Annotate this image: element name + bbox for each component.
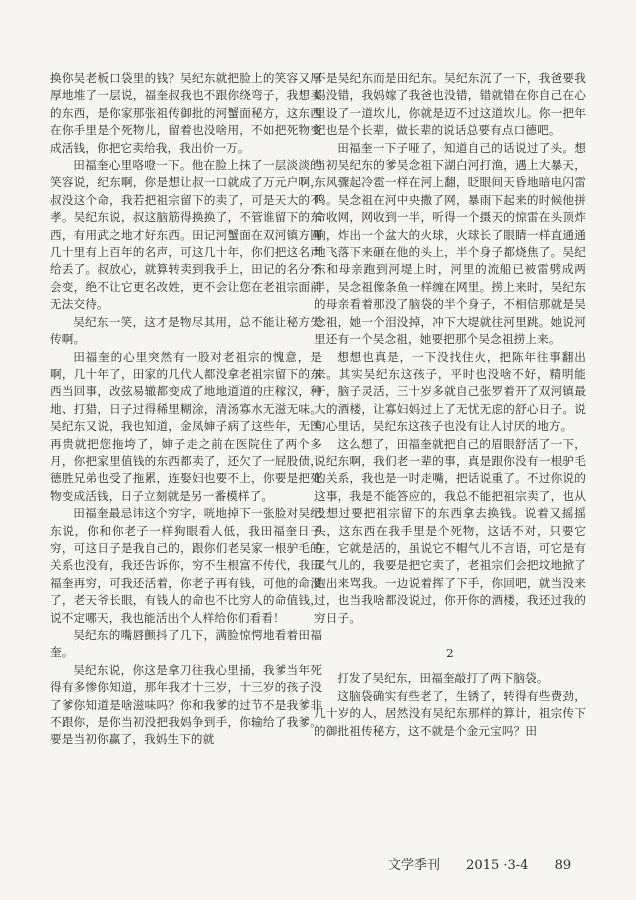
paragraph: 这么想了，田福奎就把自己的眉眼舒活了一下，说纪东啊，我们老一辈的事，真是跟你没有一根驴毛的关系，我也是一时走嘴，把话说重了。不过你说的这事，我是不能答应的，我总不能把祖宗卖了，也从没想过要把祖宗留下的东西拿去换钱。说着又摇摇头，这东西在我手里是个死物，这话不对，只要它在，它就是活的，虽说它不帽气儿不言语，可它是有灵气儿的，我要是把它卖了，老祖宗们会把坟地掀了跑出来骂我。一边说着挥了下手，你回吧，就当没来过，也当我啥都没说过，你开你的酒楼，我还过我的穷日子。 xyxy=(314,436,586,625)
magazine-name: 文学季刊 xyxy=(388,858,441,873)
right-column-part-one xyxy=(314,70,586,627)
paragraph: 吴纪东的嘴唇颤抖了几下，满脸惊愕地看着田福奎。 xyxy=(50,628,322,660)
page-footer xyxy=(388,854,571,873)
section-number: 2 xyxy=(446,646,454,660)
issue-date: 2015 ·3-4 xyxy=(466,858,529,873)
paragraph: 田福奎一下子哑了，知道自己的话说过了头。想当初吴纪东的爹吴念祖下湖白河打渔，遇上大暴天，东风骤起冷雹一样在河上翻，眨眼间天昏地暗电闪雷鸣。吴念祖在河中央撒了网，暴雨下起来的时候他拼命收网，网收到一半，听得一个摄天的惊雷在头顶炸响，炸出一个盆大的火球，火球长了眼睛一样直通通地飞落下来砸在他的头上，半个身子都烧焦了。吴纪东和母亲跑到河堤上时，河里的流船已被雷劈成两半，吴念祖像条鱼一样缠在网里。捞上来时，吴纪东的母亲看着那没了脑袋的半个身子，不相信那就是吴念祖，她一个泪没掉，冲下大堤就往河里跳。她说河里还有一个吴念祖，她要把那个吴念祖捞上来。 xyxy=(314,140,586,347)
paragraph: 打发了吴纪东，田福奎敲打了两下脑袋。 xyxy=(337,671,549,686)
paragraph: 想想也真是，一下没找住火，把陈年往事翻出来。其实吴纪东这孩子，平时也没啥不好，精明能干，脑子灵活，三十岁多就自己张罗着开了双河镇最大的酒楼，让寡妇妈过上了无忧无虑的舒心日子。说句心里话，吴纪东这孩子也没有让人讨厌的地方。 xyxy=(314,349,586,434)
paragraph: 吴纪东说，你这是拿刀往我心里捅，我爹当年死得有多惨你知道，那年我才十三岁，十三岁的孩子没了爹你知道是啥滋味吗？你和我爹的过节不是我爹非不跟你，是你当初没把我妈争到手，你输给了我爹。要是当初你赢了，我妈生下的就 xyxy=(50,662,322,747)
page-number: 89 xyxy=(554,858,572,873)
paragraph: 田福奎的心里突然有一股对老祖宗的愧意，是啊，几十年了，田家的几代人都没拿老祖宗留下的东西当回事，改弦易辙都变成了地地道道的庄稼汉，种地、打猎，日子过得稀里糊涂，清汤寡水无滋无味。吴纪东又说，我也知道，金凤婶子病了这些年，无医再贵就把您拖垮了，婶子走之前在医院住了两个多月，你把家里值钱的东西都卖了，还欠了一屁股债，德胜兄弟也受了拖累，连娶妇也要不上，你要是把死物变成活钱，日子立刻就是另一番模样了。 xyxy=(50,349,322,503)
right-column-part-two xyxy=(314,670,586,740)
paragraph: 不是吴纪东而是田纪东。吴纪东沉了一下，我爸要我妈没错，我妈嫁了我爸也没错，错就错在你自己在心里设了一道坎儿，你就是迈不过这道坎儿。你一把年纪也是个长辈，做长辈的说话总要有点口德吧。 xyxy=(314,71,586,138)
paragraph: 换你吴老板口袋里的钱？吴纪东就把脸上的笑容又厚厚地堆了一层说，福奎叔我也不跟你绕弯子，我想买的东西，是你家那张祖传御批的河蟹面秘方，这东西在你手里是个死物儿，留着也没啥用，不如把死物变成活钱，你把它卖给我，我出价一万。 xyxy=(50,71,322,155)
paragraph: 吴纪东一笑，这才是物尽其用，总不能让秘方失传啊。 xyxy=(50,314,322,347)
paragraph: 这脑袋确实有些老了，生锈了，转得有些费劲，几十岁的人，居然没有吴纪东那样的算计，祖宗传下的御批祖传秘方，这不就是个金元宝吗？田 xyxy=(314,688,586,738)
paragraph: 田福奎心里咯噔一下。他在脸上抹了一层淡淡的笑容说，纪东啊，你是想让叔一口就成了万元户啊，叔没这个命，我若把祖宗留下的卖了，可是天大的不孝。吴纪东说，叔这脑筋得换换了，不管谁留下的东西，有用武之地才好东西。田记河蟹面在双河镇方圆几十里有上百年的名声，可这几十年，你们把这名声给丢了。叔放心，就算转卖到我手上，田记的名分不会变，绝不让它更名改姓，更不会让您在老祖宗面前无法交待。 xyxy=(50,158,322,312)
paragraph: 田福奎最忌讳这个穷字，咣地掉下一张脸对吴纪东说，你和你老子一样狗眼看人低，我田福奎日子穷，可这日子是我自己的，跟你们老吴家一根驴毛的关系也没有，我还告诉你，穷不生根富不传代，我田福奎再穷，可我还活着，你老子再有钱，可他的命没了，老天爷长眼，有钱人的命也不比穷人的命值钱，说不定哪天，我也能活出个人样给你们看看！ xyxy=(50,506,322,625)
left-column xyxy=(50,70,322,749)
right-column xyxy=(314,70,586,740)
